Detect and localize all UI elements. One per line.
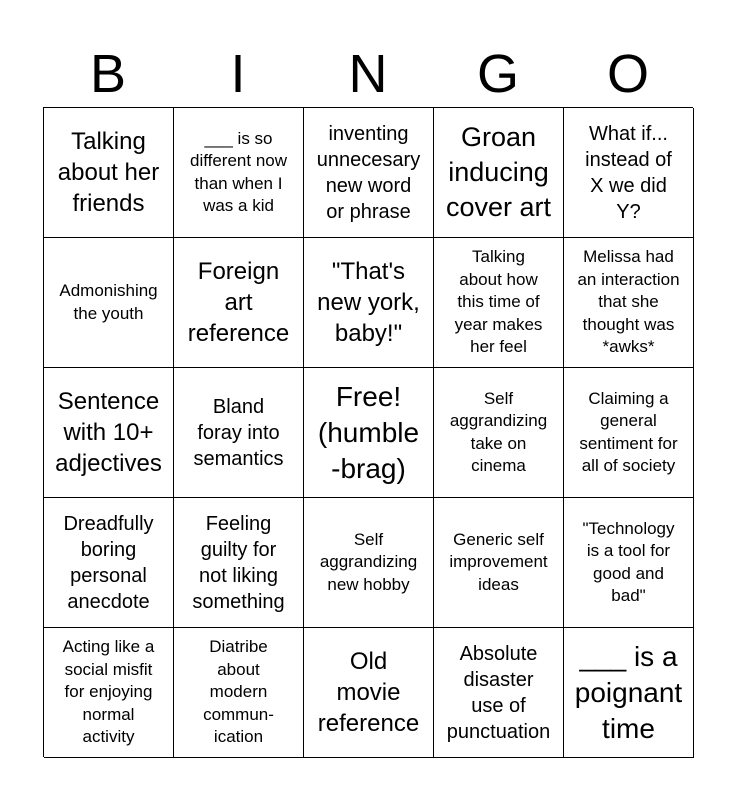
free-space-cell[interactable] <box>304 368 434 498</box>
cell-text: Sentence with 10+ adjectives <box>55 388 162 477</box>
bingo-cell[interactable] <box>564 368 694 498</box>
bingo-cell[interactable] <box>304 238 434 368</box>
cell-text: Free! (humble -brag) <box>317 380 420 484</box>
cell-text: Talking about her friends <box>57 128 160 217</box>
cell-text: Admonishing the youth <box>59 281 158 323</box>
bingo-cell[interactable] <box>434 498 564 628</box>
cell-text: ___ is so different now than when I was a kid <box>189 128 288 215</box>
cell-text: Groan inducing cover art <box>445 122 552 222</box>
bingo-cell[interactable] <box>434 238 564 368</box>
bingo-cell[interactable] <box>44 498 174 628</box>
cell-text: Bland foray into semantics <box>193 395 284 470</box>
bingo-cell[interactable] <box>434 108 564 238</box>
bingo-cell[interactable] <box>564 628 694 758</box>
bingo-cell[interactable] <box>304 498 434 628</box>
bingo-cell[interactable] <box>44 368 174 498</box>
bingo-cell[interactable] <box>564 238 694 368</box>
header-letter-g: G <box>476 44 519 104</box>
cell-text: ___ is a poignant time <box>574 640 683 744</box>
cell-text: Generic self improvement ideas <box>449 529 548 594</box>
cell-text: Feeling guilty for not liking something <box>192 512 285 613</box>
bingo-cell[interactable] <box>174 498 304 628</box>
cell-text: "That's new york, baby!" <box>317 258 420 347</box>
header-letter-n: N <box>348 44 388 104</box>
cell-text: Acting like a social misfit for enjoying normal activity <box>62 637 155 747</box>
cell-text: inventing unnecesary new word or phrase <box>316 122 421 223</box>
cell-text: Self aggrandizing new hobby <box>319 529 418 594</box>
bingo-cell[interactable] <box>304 628 434 758</box>
cell-text: "Technology is a tool for good and bad" <box>582 518 675 605</box>
bingo-cell[interactable] <box>44 108 174 238</box>
cell-text: Self aggrandizing take on cinema <box>449 388 548 475</box>
cell-text: Foreign art reference <box>187 258 290 347</box>
bingo-cell[interactable] <box>174 108 304 238</box>
bingo-grid <box>43 107 693 757</box>
bingo-header <box>43 40 693 108</box>
bingo-cell[interactable] <box>44 628 174 758</box>
cell-text: Dreadfully boring personal anecdote <box>63 512 154 613</box>
cell-text: What if... instead of X we did Y? <box>585 122 672 223</box>
bingo-cell[interactable] <box>564 108 694 238</box>
bingo-cell[interactable] <box>174 238 304 368</box>
header-letter-i: I <box>230 44 246 104</box>
bingo-cell[interactable] <box>174 628 304 758</box>
bingo-cell[interactable] <box>44 238 174 368</box>
cell-text: Talking about how this time of year makes her feel <box>454 247 543 357</box>
cell-text: Melissa had an interaction that she thought was *awks* <box>577 247 680 357</box>
bingo-cell[interactable] <box>434 628 564 758</box>
header-letter-o: O <box>606 44 649 104</box>
bingo-cell[interactable] <box>434 368 564 498</box>
cell-text: Claiming a general sentiment for all of society <box>579 388 678 475</box>
header-letter-b: B <box>89 44 127 104</box>
bingo-cell[interactable] <box>304 108 434 238</box>
bingo-cell[interactable] <box>564 498 694 628</box>
cell-text: Old movie reference <box>317 648 420 737</box>
cell-text: Diatribe about modern commun- ication <box>203 637 274 747</box>
bingo-cell[interactable] <box>174 368 304 498</box>
cell-text: Absolute disaster use of punctuation <box>446 642 551 743</box>
